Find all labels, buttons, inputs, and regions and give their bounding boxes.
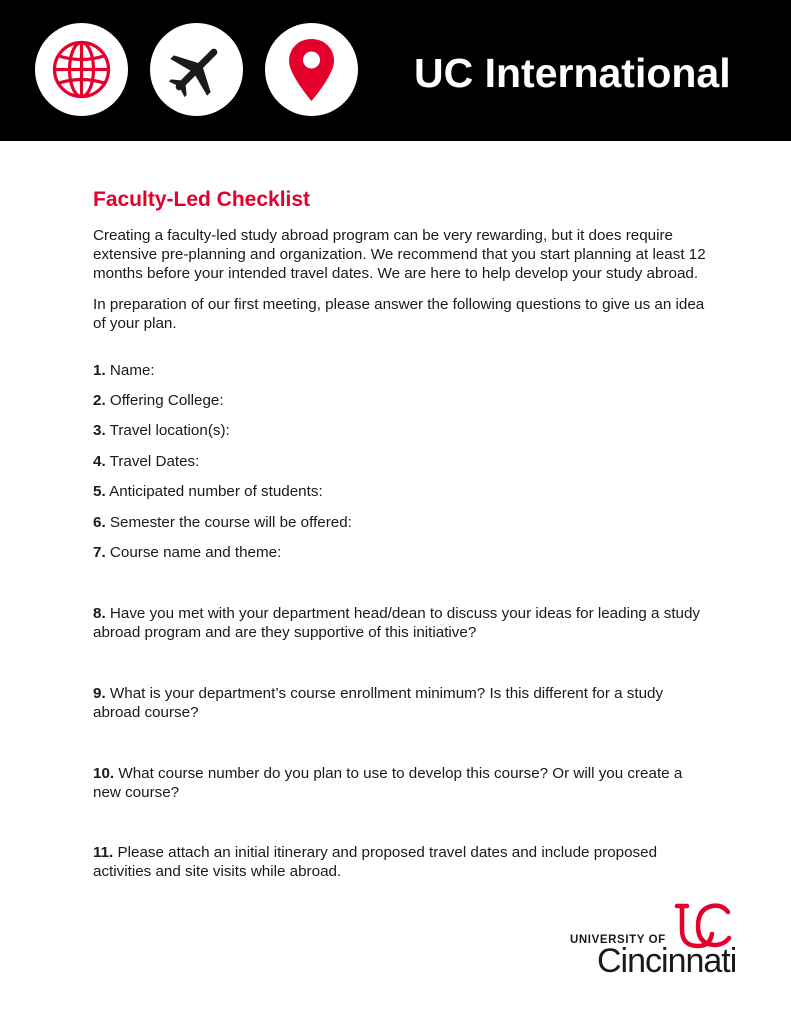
university-of-text: UNIVERSITY OF — [570, 934, 666, 946]
intro-paragraph: In preparation of our first meeting, please answer the following questions to give us an idea of your plan. — [93, 296, 705, 332]
question-item: 2. Offering College: — [93, 392, 224, 409]
location-pin-icon — [265, 23, 358, 116]
globe-icon-circle — [35, 23, 128, 116]
question-item: 11. Please attach an initial itinerary and proposed travel dates and include proposed activities and site visits while abroad. — [93, 844, 658, 880]
page-title: Faculty-Led Checklist — [93, 188, 311, 211]
intro-paragraph: Creating a faculty-led study abroad program can be very rewarding, but it does require extensive pre-planning and organization. We recommend that you start planning at least 12 months before your intended travel dates. We are here to help develop your study abroad. — [93, 227, 706, 282]
cincinnati-wordmark: Cincinnati — [597, 942, 737, 980]
question-item: 10. What course number do you plan to use to develop this course? Or will you create a new course? — [93, 765, 683, 801]
airplane-icon — [150, 23, 243, 116]
university-logo — [570, 900, 745, 985]
question-item: 5. Anticipated number of students: — [93, 483, 323, 500]
question-item: 9. What is your department’s course enrollment minimum? Is this different for a study abroad course? — [93, 685, 664, 721]
question-item: 6. Semester the course will be offered: — [93, 514, 352, 531]
question-item: 1. Name: — [93, 362, 155, 379]
question-item: 3. Travel location(s): — [93, 422, 230, 439]
airplane-icon-circle — [150, 23, 243, 116]
question-item: 7. Course name and theme: — [93, 544, 282, 561]
globe-icon — [35, 23, 128, 116]
header-banner — [0, 0, 791, 141]
question-item: 8. Have you met with your department head/dean to discuss your ideas for leading a study abroad program and are they supportive of this initiative? — [93, 605, 701, 641]
document-intro — [93, 186, 713, 333]
question-item: 4. Travel Dates: — [93, 453, 200, 470]
brand-title: UC International — [414, 50, 731, 96]
location-pin-icon-circle — [265, 23, 358, 116]
